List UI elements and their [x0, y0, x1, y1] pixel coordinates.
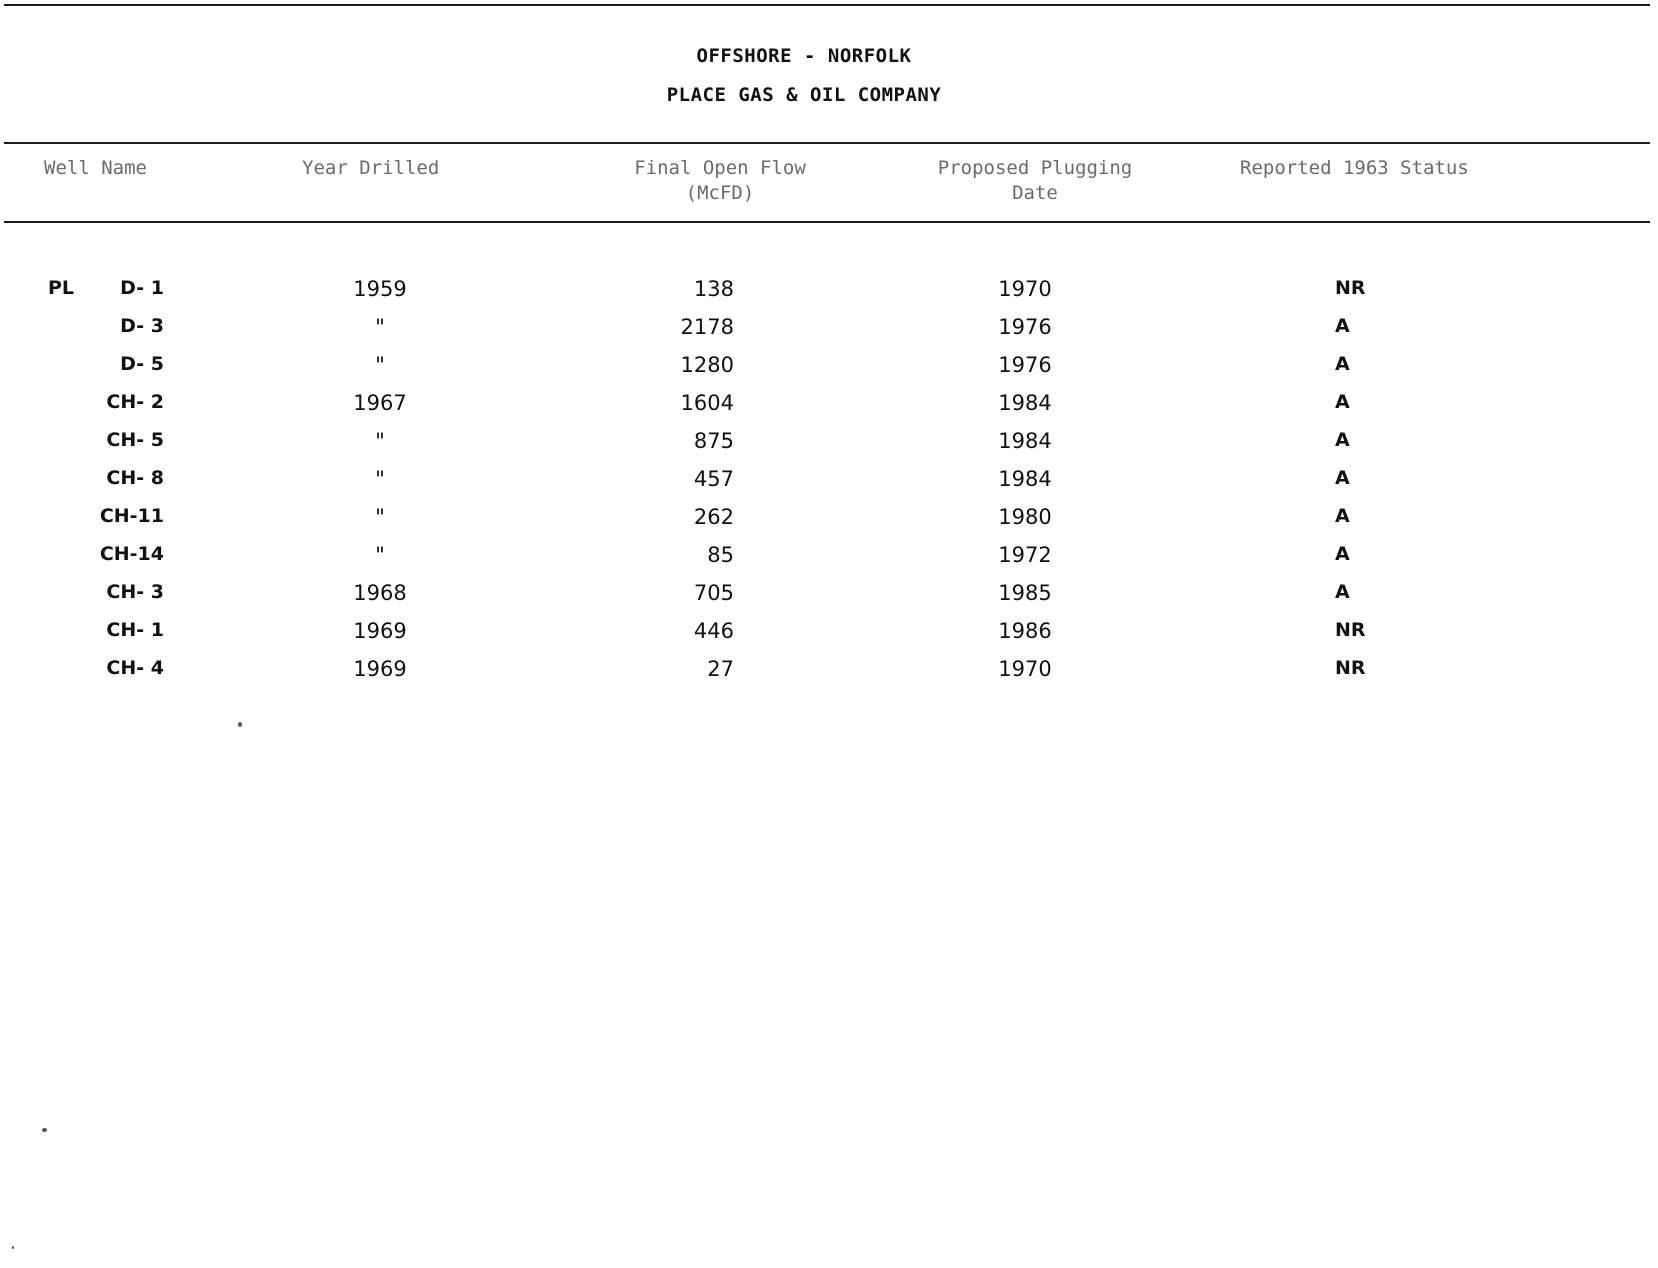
reported-status: A: [1335, 391, 1350, 413]
header-top-rule: [4, 142, 1650, 144]
table-row: [0, 353, 1658, 387]
year-drilled: 1959: [353, 277, 407, 301]
year-drilled: ": [375, 315, 385, 339]
final-open-flow: 27: [707, 657, 734, 681]
company-name: PLACE GAS & OIL COMPANY: [666, 84, 942, 106]
header-bottom-rule: [4, 221, 1650, 223]
proposed-plugging-header-line-1: Proposed Plugging: [937, 157, 1133, 179]
well-name: CH- 3: [106, 581, 164, 603]
table-row: [0, 277, 1658, 311]
report-title: OFFSHORE - NORFOLK: [696, 45, 912, 67]
scan-speck: [238, 722, 242, 727]
plugging-date: 1984: [998, 391, 1052, 415]
scan-speck: [12, 1246, 14, 1249]
year-drilled: 1968: [353, 581, 407, 605]
plugging-date: 1984: [998, 467, 1052, 491]
reported-status: A: [1335, 467, 1350, 489]
plugging-date: 1972: [998, 543, 1052, 567]
table-row: [0, 315, 1658, 349]
reported-status: NR: [1335, 277, 1366, 299]
plugging-date: 1986: [998, 619, 1052, 643]
scan-speck: [42, 1128, 47, 1132]
reported-status: A: [1335, 353, 1350, 375]
table-row: [0, 429, 1658, 463]
final-open-flow: 85: [707, 543, 734, 567]
year-drilled: ": [375, 467, 385, 491]
final-open-flow-header-line-2: (McFD): [685, 182, 755, 204]
reported-status: NR: [1335, 657, 1366, 679]
well-name-header-label: Well Name: [44, 157, 147, 179]
plugging-date: 1970: [998, 277, 1052, 301]
reported-status: A: [1335, 505, 1350, 527]
table-row: [0, 505, 1658, 539]
year-drilled: ": [375, 353, 385, 377]
final-open-flow: 1604: [680, 391, 734, 415]
plugging-date: 1985: [998, 581, 1052, 605]
well-name: CH-11: [99, 505, 164, 527]
final-open-flow: 262: [693, 505, 734, 529]
table-row: [0, 543, 1658, 577]
final-open-flow: 875: [693, 429, 734, 453]
column-header-proposed-plugging-date: [925, 156, 1145, 206]
reported-status-header-label: Reported 1963 Status: [1240, 157, 1469, 179]
well-name: D- 3: [120, 315, 164, 337]
plugging-date: 1970: [998, 657, 1052, 681]
table-row: [0, 657, 1658, 691]
well-name: D- 5: [120, 353, 164, 375]
table-row: [0, 581, 1658, 615]
year-drilled-header-label: Year Drilled: [302, 157, 440, 179]
plugging-date: 1984: [998, 429, 1052, 453]
well-name: CH- 1: [106, 619, 164, 641]
plugging-date: 1976: [998, 353, 1052, 377]
year-drilled: ": [375, 543, 385, 567]
reported-status: A: [1335, 429, 1350, 451]
final-open-flow: 705: [693, 581, 734, 605]
table-row: [0, 391, 1658, 425]
well-name: CH- 4: [106, 657, 164, 679]
column-header-reported-status: [1240, 156, 1469, 181]
reported-status: A: [1335, 543, 1350, 565]
well-prefix: PL: [48, 277, 75, 299]
reported-status: A: [1335, 581, 1350, 603]
final-open-flow-header-line-1: Final Open Flow: [634, 157, 806, 179]
well-name: CH-14: [99, 543, 164, 565]
year-drilled: ": [375, 505, 385, 529]
final-open-flow: 1280: [680, 353, 734, 377]
final-open-flow: 138: [693, 277, 734, 301]
plugging-date: 1976: [998, 315, 1052, 339]
final-open-flow: 457: [693, 467, 734, 491]
well-name: CH- 2: [106, 391, 164, 413]
table-row: [0, 467, 1658, 501]
column-header-final-open-flow: [620, 156, 820, 206]
year-drilled: 1969: [353, 657, 407, 681]
reported-status: A: [1335, 315, 1350, 337]
well-name: CH- 8: [106, 467, 164, 489]
reported-status: NR: [1335, 619, 1366, 641]
proposed-plugging-header-line-2: Date: [1012, 182, 1058, 204]
final-open-flow: 2178: [680, 315, 734, 339]
year-drilled: 1969: [353, 619, 407, 643]
top-rule: [4, 4, 1650, 6]
column-header-well-name: [44, 156, 147, 181]
well-name: CH- 5: [106, 429, 164, 451]
final-open-flow: 446: [693, 619, 734, 643]
plugging-date: 1980: [998, 505, 1052, 529]
well-name: D- 1: [120, 277, 164, 299]
table-row: [0, 619, 1658, 653]
year-drilled: ": [375, 429, 385, 453]
column-header-year-drilled: [302, 156, 439, 181]
year-drilled: 1967: [353, 391, 407, 415]
